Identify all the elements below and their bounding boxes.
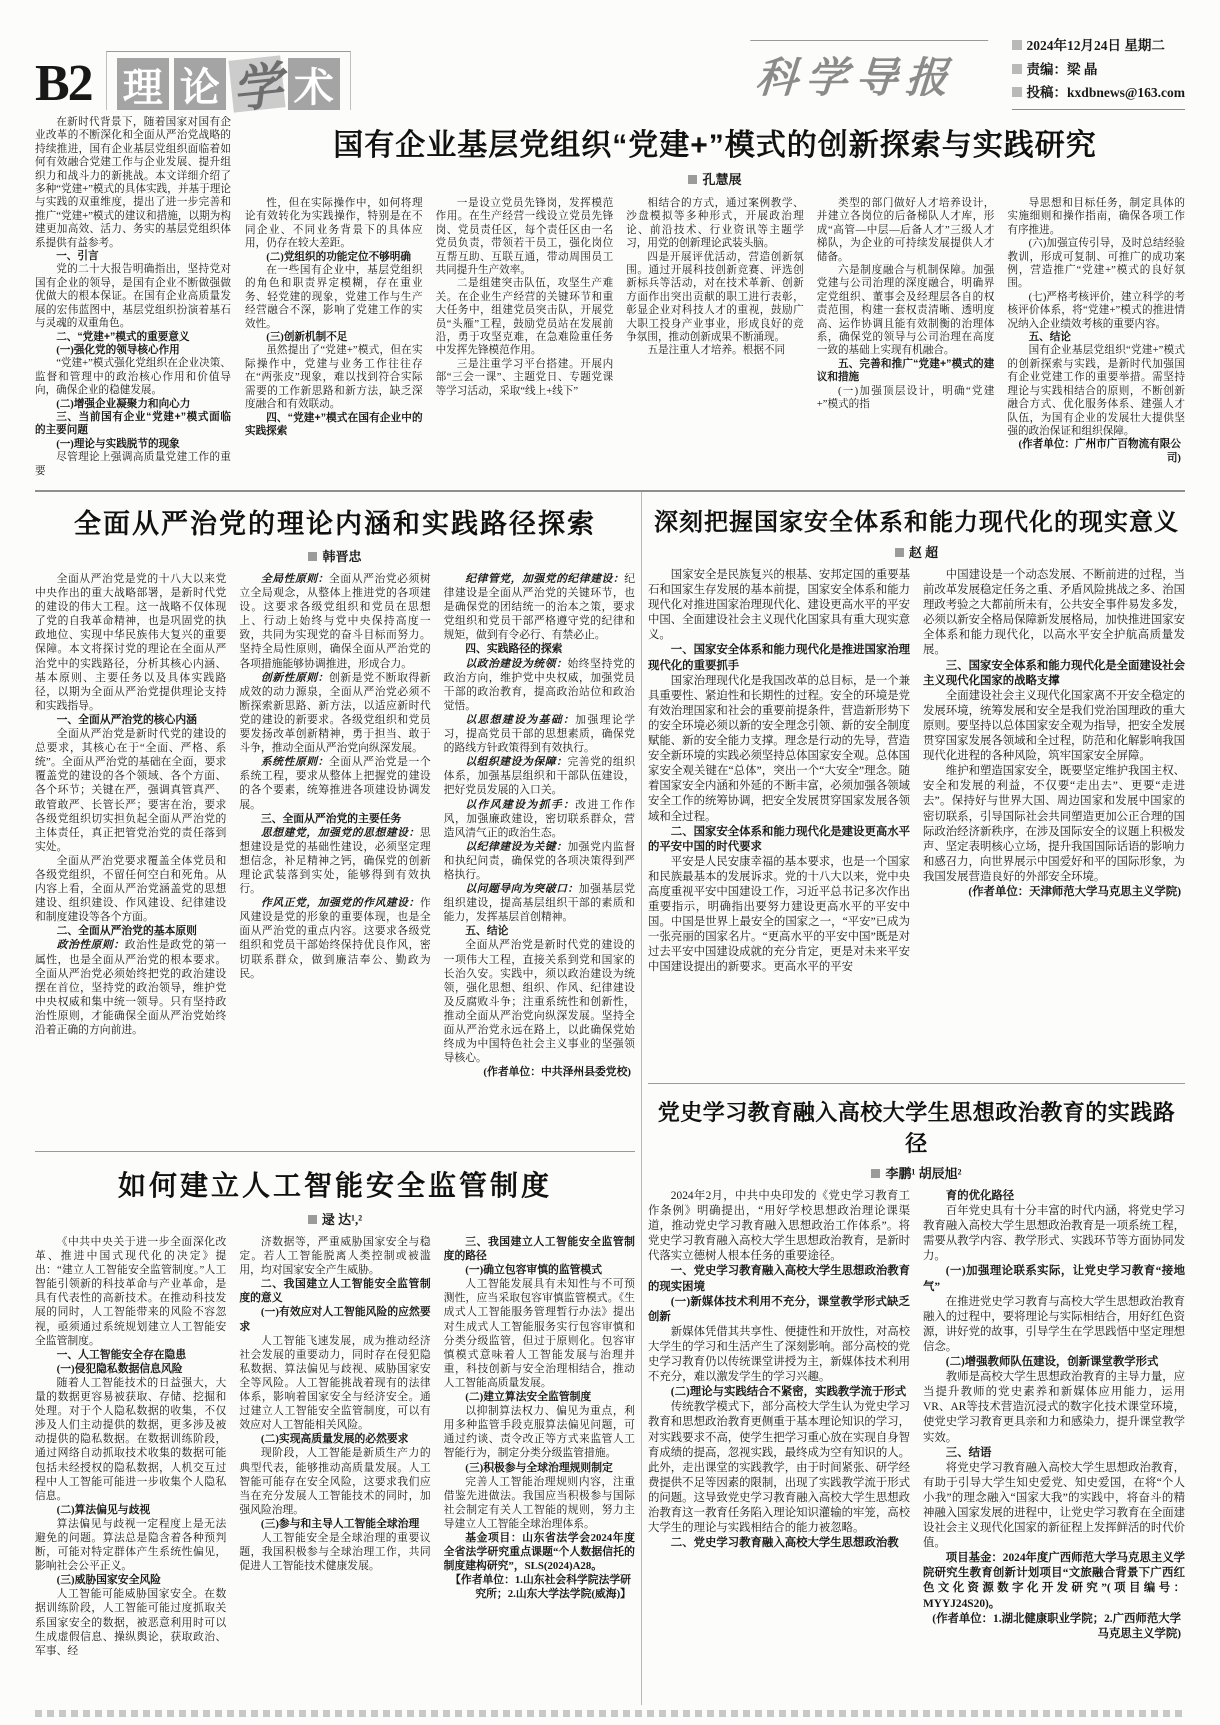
- paragraph-body: 人工智能飞速发展，成为推动经济社会发展的重要动力，同时存在侵犯隐私数据、算法偏见与歧视、威胁国家安全等风险。人工智能挑战着现有的法律体系，影响着国家安全与经济安全。通过建立人工智能安全监管制度，可以有效应对人工智能相关风险。: [239, 1334, 431, 1432]
- text-column: [436, 197, 614, 490]
- paragraph-body: (一)加强顶层设计，明确“党建+”模式的指: [816, 385, 995, 411]
- paragraph-credit: (作者单位：1.湖北健康职业学院；2.广西师范大学马克思主义学院): [932, 1612, 1181, 1640]
- paragraph-credit: (作者单位：天津师范大学马克思主义学院): [968, 885, 1181, 898]
- paragraph-sub: (一)新媒体技术利用不充分，课堂教学形式缺乏创新: [648, 1295, 910, 1323]
- paragraph-credit: (作者单位：中共泽州县委党校): [483, 1066, 631, 1079]
- paragraph-sub: (二)增强教师队伍建设，创新课堂教学形式: [945, 1356, 1159, 1369]
- paragraph-sub: (一)理论与实践脱节的现象: [56, 438, 180, 450]
- paragraph-body: 完善人工智能治理规则内容，注重借鉴先进做法。我国应当积极参与国际社会制定有关人工智能的规则，努力主导建立人工智能全球治理体系。: [443, 1475, 635, 1530]
- article-guojia-anquan: [648, 492, 1185, 1084]
- article-4-byline: [35, 1209, 635, 1228]
- paragraph-sub: (二)算法偏见与歧视: [56, 1503, 151, 1516]
- paragraph-sub: (一)强化党的领导核心作用: [56, 344, 180, 356]
- paragraph-head: 四、“党建+”模式在国有企业中的实践探索: [245, 411, 423, 437]
- author-name: 韩晋忠: [322, 549, 362, 564]
- right-half: [648, 492, 1185, 1705]
- paragraph-head: 三、结语: [945, 1446, 992, 1459]
- article-3-headline: 深刻把握国家安全体系和能力现代化的现实意义: [654, 510, 1179, 536]
- paragraph-body: 现阶段，人工智能是新质生产力的典型代表，能够推动高质量发展。人工智能可能存在安全风险，这要求我们应当在充分发展人工智能技术的同时，加强风险治理。: [239, 1447, 431, 1516]
- byline-square-icon: [895, 548, 904, 557]
- paragraph-lead: 以问题导向为突破口：加强基层党组织建设，提高基层组织干部的素质和能力，发挥基层首创精神。: [443, 883, 635, 924]
- article-2-headline: 全面从严治党的理论内涵和实践路径探索: [74, 509, 596, 539]
- paragraph-body: 全面从严治党是新时代党的建设的总要求，其核心在于“全面、严格、系统”。全面从严治党的基础在全面，要求覆盖党的建设的各个领域、各个方面、各个环节；关键在严，强调真管真严、敢管敢严、长管长严；要害在治，要求各级党组织切实担负起全面从严治党的主体责任，真正把管党治党的责任落到实处。: [35, 728, 227, 853]
- paragraph-body: 国家治理现代化是我国改革的总目标，是一个兼具重要性、紧迫性和长期性的过程。安全的环境是党有效治理国家和社会的重要前提条件，营造新形势下的安全环境必须以新的安全理念引领、新的安全制度赋能、新的安全能力支撑。理念是行动的先导，营造安全新环境的实践必须坚持总体国家安全观。总体国家安全观关键在“总体”，突出一个“大安全”理念。随着国家安全内涵和外延的不断丰富，必须加强各领域安全工作的统筹协调，把安全发展贯穿国家发展各领域和全过程。: [648, 674, 910, 823]
- paragraph-lead: 以政治建设为统领：始终坚持党的政治方向，维护党中央权威，加强党员干部的政治教育，提高政治站位和政治觉悟。: [443, 657, 635, 712]
- text-column: [1007, 197, 1185, 490]
- paragraph-lead: 政治性原则：政治性是政党的第一属性，也是全面从严治党的根本要求。全面从严治党必须始终把党的政治建设摆在首位，坚持党的政治领导，维护党中央权威和集中统一领导。只有坚持政治性原则，才能确保全面从严治党始终沿着正确的方向前进。: [35, 939, 227, 1036]
- paragraph-fund: 项目基金：2024年度广西师范大学马克思主义学院研究生教育创新计划项目“文旅融合背景下广西红色文化资源数字化开发研究”(项目编号：MYYJ24S20)。: [923, 1552, 1185, 1610]
- paragraph-lead: 创新性原则：创新是党不断取得新成效的动力源泉，全面从严治党必须不断探索新思路、新方法，以适应新时代党的建设的新要求。各级党组织和党员要发扬改革创新精神，勇于担当、敢于斗争，推动全面从严治党向纵深发展。: [239, 671, 431, 755]
- paragraph-body: 类型的部门做好人才培养设计，并建立各岗位的后备梯队人才库，形成“高管—中层—后备人才”三级人才梯队，为企业的可持续发展提供人才储备。: [816, 198, 995, 263]
- paragraph-body: 国有企业基层党组织“党建+”模式的创新探索与实践，是新时代加强国有企业党建工作的重要举措。需坚持理论与实践相结合的原则，不断创新融合方式、优化服务体系、建强人才队伍，为国有企业的发展壮大提供坚强的政治保证和组织保障。: [1007, 345, 1185, 437]
- article-3-byline: [648, 542, 1185, 561]
- paper-name: 科学导报: [745, 40, 988, 105]
- masthead-right: [748, 34, 1185, 110]
- logo-char-xue: 学: [228, 55, 285, 112]
- text-column: [817, 197, 995, 490]
- paragraph-body: 在推进党史学习教育与高校大学生思想政治教育融入的过程中，要将理论与实际相结合，用好红色资源，讲好党的故事，引导学生在学思践悟中坚定理想信念。: [923, 1295, 1185, 1353]
- paragraph-body: 尽管理论上强调高质量党建工作的重要: [35, 452, 231, 477]
- text-column: [35, 1235, 226, 1683]
- paragraph-body: 导思想和目标任务，制定具体的实施细则和操作指南，确保各项工作有序推进。: [1007, 198, 1185, 236]
- paragraph-head: 一、国家安全体系和能力现代化是推进国家治理现代化的重要抓手: [648, 644, 910, 672]
- paragraph-sub: (二)实现高质量发展的必然要求: [260, 1433, 409, 1446]
- paragraph-sub: (一)加强理论联系实际，让党史学习教育“接地气”: [923, 1265, 1185, 1293]
- article-1-lead-column: [35, 116, 231, 490]
- paragraph-body: 三是注重学习平台搭建。开展内部“三会一课”、主题党日、专题党课等学习活动，采取“线上+线下”: [435, 358, 614, 397]
- paragraph-body: 教师是高校大学生思想政治教育的主导力量，应当提升教师的党史素养和新媒体应用能力，运用VR、AR等技术营造沉浸式的数字化技术课堂环境，使党史学习教育更具亲和力和感染力，提升课堂教学实效。: [923, 1371, 1185, 1444]
- paragraph-body: 以抑制算法权力、偏见为重点，利用多种监管手段克服算法偏见问题，可通过约谈、责令改正等方式来监管人工智能行为，制定分类分级监管措施。: [443, 1405, 635, 1460]
- publish-date-line: 2024年12月24日 星期二: [1012, 34, 1185, 58]
- paragraph-lead: 以组织建设为保障：完善党的组织体系，加强基层组织和干部队伍建设，把好党员发展的入口关。: [443, 756, 635, 797]
- paragraph-sub: (一)侵犯隐私数据信息风险: [56, 1362, 183, 1375]
- paragraph-credit: (作者单位：广州市广百物流有限公司): [1018, 439, 1181, 464]
- paragraph-head: 二、全面从严治党的基本原则: [56, 925, 197, 938]
- paragraph-lead: 作风正党，加强党的作风建设：作风建设是党的形象的重要体现，也是全面从严治党的重点内容。这要求各级党组织和党员干部始终保持优良作风，密切联系群众，做到廉洁奉公、勤政为民。: [239, 897, 431, 980]
- paragraph-head: 三、当前国有企业“党建+”模式面临的主要问题: [35, 410, 231, 437]
- article-congyan-zhidang: [35, 492, 635, 1152]
- paragraph-body: 党的二十大报告明确指出，坚持党对国有企业的领导，是国有企业不断做强做优做大的根本保证。在国有企业高质量发展的宏伟蓝图中，基层党组织扮演着基石与灵魂的双重角色。: [35, 264, 231, 330]
- paragraph-head: 三、全面从严治党的主要任务: [260, 812, 402, 825]
- paragraph-head: 育的优化路径: [945, 1190, 1015, 1202]
- bullet-square-icon: [1012, 40, 1022, 50]
- text-column: [648, 568, 910, 1073]
- paragraph-body: 全面建设社会主义现代化国家离不开安全稳定的发展环境，统筹发展和安全是我们党治国理政的重大原则。要坚持以总体国家安全观为指导，把安全发展贯穿国家发展各领域和全过程，防范和化解影响我国现代化进程的各种风险，筑牢国家安全屏障。: [923, 689, 1185, 763]
- author-name: 逯 达¹,²: [321, 1212, 363, 1227]
- text-column: [239, 572, 430, 1147]
- paragraph-body: 四是开展评优活动，营造创新氛围。通过开展科技创新竞赛、评选创新标兵等活动，对在技术革新、创新方面作出突出贡献的职工进行表彰，彰显企业对科技人才的重视，鼓励广大职工投身产业事业，形成良好的竞争氛围，推动创新成果不断涌现。: [626, 251, 804, 344]
- paragraph-head: 一、引言: [56, 250, 99, 263]
- article-1-byline: [245, 169, 1185, 188]
- paragraph-head: 五、完善和推广“党建+”模式的建议和措施: [816, 357, 995, 384]
- paragraph-head: 五、结论: [465, 925, 509, 938]
- paragraph-lead: 纪律管党，加强党的纪律建设：纪律建设是全面从严治党的关键环节，也是确保党的团结统一的治本之策，要求党组织和党员干部严格遵守党的纪律和规矩，做到有令必行、有禁必止。: [443, 573, 635, 642]
- byline-square-icon: [871, 1169, 880, 1178]
- paragraph-credit: 【作者单位：1.山东社会科学院法学研究所；2.山东大学法学院(威海)】: [450, 1574, 631, 1601]
- email-line: 投稿：kxdbnews@163.com: [1012, 81, 1185, 105]
- left-half: [35, 492, 635, 1705]
- paragraph-body: 二是组建突击队伍，攻坚生产难关。在企业生产经营的关键环节和重大任务中，组建党员突击队，开展党员“头雁”工程，鼓励党员站在发展前沿，勇于攻坚克难，在急难险重任务中发挥先锋模范作用。: [435, 278, 614, 357]
- paragraph-body: 中国建设是一个动态发展、不断前进的过程，当前改革发展稳定任务之重、矛盾风险挑战之多、治国理政考验之大都前所未有，公共安全事件易发多发，必须以新安全格局保障新发展格局，加快推进国家安全体系和能力现代化，以高水平安全护航高质量发展。: [923, 569, 1185, 657]
- vertical-divider: [641, 492, 642, 1705]
- paragraph-lead: 系统性原则：全面从严治党是一个系统工程，要求从整体上把握党的建设的各个要素，统筹推进各项建设协调发展。: [239, 756, 431, 811]
- paragraph-head: 二、“党建+”模式的重要意义: [56, 330, 190, 343]
- article-ai-jianguan: [35, 1152, 635, 1705]
- paragraph-head: 五、结论: [1028, 331, 1071, 344]
- paragraph-fund: 基金项目：山东省法学会2024年度全省法学研究重点课题“个人数据信托的制度建构研究”，SLS(2024)A28。: [443, 1531, 635, 1573]
- paragraph-body: 济数据等，严重威胁国家安全与稳定。若人工智能脱离人类控制或被滥用，均对国家安全产生威胁。: [239, 1236, 431, 1277]
- text-column: [35, 116, 231, 490]
- paragraph-sub: (三)参与和主导人工智能全球治理: [260, 1517, 420, 1530]
- paragraph-body: (六)加强宣传引导，及时总结经验教训，形成可复制、可推广的成功案例，营造推广“党建+”模式的良好氛围。: [1007, 238, 1185, 290]
- paragraph-body: “党建+”模式强化党组织在企业决策、监督和管理中的政治核心作用和价值导向，确保企业的稳健发展。: [35, 358, 231, 397]
- article-1-headline: 国有企业基层党组织“党建+”模式的创新探索与实践研究: [333, 129, 1097, 162]
- paragraph-head: 四、实践路径的探索: [465, 643, 563, 656]
- byline-square-icon: [688, 175, 697, 184]
- publication-info: [1012, 34, 1185, 110]
- paragraph-body: 在一些国有企业中，基层党组织的角色和职责界定模糊，存在重业务、轻党建的现象，党建工作与生产经营融合不深，影响了党建工作的实效性。: [245, 265, 423, 330]
- paragraph-body: 百年党史具有十分丰富的时代内涵，将党史学习教育融入高校大学生思想政治教育是一项系统工程，需要从教学内容、教学形式、实践环节等方面协同发力。: [923, 1205, 1185, 1263]
- paragraph-body: 传统教学模式下，部分高校大学生认为党史学习教育和思想政治教育更侧重于基本理论知识的学习，对实践要求不高，使学生把学习重心放在实现自身智育成绩的提高，忽视实践，最终成为空有知识的人。此外，走出课堂的实践教学，由于时间紧张、研学经费提供不足等因素的限制，出现了实践教学流于形式的问题。这导致党史学习教育融入高校大学生思想政治教育这一教育任务陷入理论知识灌输的牢笼，高校大学生的理论与实践相结合的能力被忽略。: [648, 1401, 910, 1535]
- logo-char-shu: 术: [288, 58, 340, 110]
- paragraph-body: 全面从严治党要求覆盖全体党员和各级党组织，不留任何空白和死角。从内容上看，全面从严治党涵盖党的思想建设、组织建设、作风建设、纪律建设和制度建设等各个方面。: [35, 854, 227, 924]
- paragraph-head: 一、党史学习教育融入高校大学生思想政治教育的现实困境: [648, 1265, 910, 1293]
- paragraph-head: 二、我国建立人工智能安全监管制度的意义: [239, 1278, 431, 1305]
- article-5-headline: 党史学习教育融入高校大学生思想政治教育的实践路径: [657, 1100, 1176, 1156]
- article-dangshi-jiaoyu: [648, 1084, 1185, 1705]
- paragraph-sub: (三)创新机制不足: [266, 332, 348, 344]
- paragraph-sub: (三)威胁国家安全风险: [56, 1574, 161, 1587]
- paragraph-sub: (二)建立算法安全监管制度: [465, 1391, 592, 1404]
- lower-section: [35, 492, 1185, 1705]
- page-number-label: B2: [35, 55, 92, 112]
- paragraph-head: 二、国家安全体系和能力现代化是建设更高水平的平安中国的时代要求: [648, 825, 910, 853]
- author-name: 李鹏¹ 胡辰旭²: [885, 1166, 962, 1181]
- footer-decorative-strip: [35, 1710, 1185, 1717]
- paragraph-body: 随着人工智能技术的日益强大，大量的数据更容易被获取、存储、挖掘和处理。对于个人隐私数据的收集，不仅涉及人们主动提供的数据，更多涉及被动提供的隐私数据。在数据训练阶段，通过网络自动抓取技术收集的数据可能包括未经授权的隐私数据，人机交互过程中人工智能可能进一步收集个人隐私信息。: [35, 1376, 227, 1502]
- logo-char-li: 理: [117, 58, 169, 110]
- text-column: [239, 1235, 430, 1683]
- text-column: [35, 572, 226, 1147]
- editor-line: 责编：梁 晶: [1012, 58, 1185, 82]
- paragraph-body: 相结合的方式，通过案例教学、沙盘模拟等多种形式，开展政治理论、前沿技术、行业资讯等主题学习，用党的创新理论武装头脑。: [626, 198, 804, 250]
- text-column: [648, 1189, 910, 1704]
- byline-square-icon: [308, 1215, 317, 1224]
- paragraph-body: 维护和塑造国家安全，既要坚定维护我国主权、安全和发展的利益，不仅要“走出去”、更要“走进去”。保持好与世界大国、周边国家和发展中国家的密切联系，引导国际社会共同塑造更加公正合理的国际政治经济新秩序，在涉及国际安全的议题上积极发声、坚定表明核心立场，提升我国国际话语的影响力和感召力，向世界展示中国爱好和平的国际形象，为我国发展营造良好的外部安全环境。: [923, 765, 1185, 883]
- paragraph-lead: 思想建党，加强党的思想建设：思想建设是党的基础性建设，必须坚定理想信念，补足精神之钙，确保党的创新理论武装落到实处，能够得到有效执行。: [239, 826, 431, 896]
- paragraph-lead: 以思想建设为基础：加强理论学习，提高党员干部的思想素质，确保党的路线方针政策得到有效执行。: [443, 713, 635, 755]
- paragraph-sub: (三)积极参与全球治理规则制定: [465, 1461, 613, 1474]
- text-column: [444, 1235, 635, 1683]
- paragraph-lead: 以作风建设为抓手：改进工作作风，加强廉政建设，密切联系群众，营造风清气正的政治生态。: [443, 798, 635, 839]
- paragraph-sub: (二)党组织的功能定位不够明确: [266, 251, 411, 263]
- text-column: [923, 568, 1185, 1073]
- paragraph-sub: (二)理论与实践结合不紧密，实践教学流于形式: [670, 1386, 907, 1399]
- paragraph-body: 2024年2月，中共中央印发的《党史学习教育工作条例》明确提出，“用好学校思想政治理论课渠道，推动党史学习教育融入思想政治工作体系”。将党史学习教育融入高校大学生思想政治教育，是新时代落实立德树人根本任务的重要途径。: [648, 1190, 910, 1263]
- paragraph-head: 二、党史学习教育融入高校大学生思想政治教: [670, 1537, 899, 1550]
- byline-square-icon: [308, 552, 317, 561]
- paragraph-head: 一、人工智能安全存在隐患: [56, 1348, 187, 1361]
- paragraph-body: 性，但在实际操作中，如何将理论有效转化为实践操作，特别是在不同企业、不同业务背景下的具体应用，仍存在较大差距。: [245, 198, 423, 250]
- paragraph-body: 《中共中央关于进一步全面深化改革、推进中国式现代化的决定》提出：“建立人工智能安全监管制度。”人工智能引领新的科技革命与产业革命，是具有代表性的高新技术。在推动科技发展的同时，人工智能带来的风险不容忽视，亟须通过系统规划建立人工智能安全监管制度。: [35, 1236, 227, 1347]
- text-column: [923, 1189, 1185, 1704]
- paragraph-body: 在新时代背景下，随着国家对国有企业改革的不断深化和全面从严治党战略的持续推进，国有企业基层党组织面临着如何有效融合党建工作与企业发展、提升组织力和战斗力的新挑战。本文详细介绍了多种“党建+”模式的具体实践，并基于理论与实践的双重维度，提出了进一步完善和推广“党建+”模式的建议和措施，以期为构建更加高效、活力、务实的基层党组织体系提供有益参考。: [35, 117, 231, 249]
- text-column: [626, 197, 804, 490]
- author-name: 赵 超: [908, 545, 939, 560]
- article-4-headline: 如何建立人工智能安全监管制度: [117, 1170, 552, 1201]
- text-column: [444, 572, 635, 1147]
- paragraph-body: (七)严格考核评价，建立科学的考核评价体系，将“党建+”模式的推进情况纳入企业绩效考核的重要内容。: [1007, 291, 1185, 330]
- paragraph-body: 平安是人民安康幸福的基本要求，也是一个国家和民族最基本的发展诉求。党的十八大以来，党中央高度重视平安中国建设工作，习近平总书记多次作出重要指示，明确指出要努力建设更高水平的平安中国。中国是世界上最安全的国家之一，“平安”已成为一张亮丽的国家名片。“更高水平的平安中国”既是对过去平安中国建设成就的充分肯定，更是对未来平安中国建设提出的新要求。更高水平的平安: [648, 855, 910, 974]
- article-5-byline: [648, 1163, 1185, 1182]
- paragraph-body: 将党史学习教育融入高校大学生思想政治教育，有助于引导大学生知史爱党、知史爱国，在将“个人小我”的理念融入“国家大我”的实践中，将奋斗的精神融入国家发展的进程中，让党史学习教育在全面建设社会主义现代化国家的新征程上发挥鲜活的时代价值。: [923, 1461, 1185, 1550]
- paragraph-lead: 以纪律建设为关键：加强党内监督和执纪问责，确保党的各项决策得到严格执行。: [443, 840, 635, 881]
- paragraph-body: 六是制度融合与机制保障。加强党建与公司治理的深度融合，明确界定党组织、董事会及经理层各自的权责范围，构建一套权责清晰、透明度高、运作协调且能有效制衡的治理体系，确保党的领导与公司治理在高度一致的基础上实现有机融合。: [816, 265, 995, 357]
- paragraph-head: 三、国家安全体系和能力现代化是全面建设社会主义现代化国家的战略支撑: [923, 659, 1185, 687]
- paragraph-head: 一、全面从严治党的核心内涵: [56, 713, 197, 726]
- paragraph-body: 五是注重人才培养。根据不同: [647, 345, 786, 357]
- logo-char-lun: 论: [174, 58, 226, 110]
- bullet-square-icon: [1012, 87, 1022, 97]
- paragraph-body: 人工智能可能威胁国家安全。在数据训练阶段，人工智能可能过度抓取关系国家安全的数据，被恶意利用时可以生成虚假信息、操纵舆论，获取政治、军事、经: [35, 1588, 227, 1657]
- paragraph-body: 全面从严治党是新时代党的建设的一项伟大工程，直接关系到党和国家的长治久安。实践中，须以政治建设为统领，强化思想、组织、作风、纪律建设及反腐败斗争；注重系统性和创新性，推动全面从严治党向纵深发展。坚持全面从严治党永远在路上，以此确保党始终成为中国特色社会主义事业的坚强领导核心。: [443, 939, 635, 1065]
- article-1-main: [245, 116, 1185, 490]
- paragraph-body: 人工智能发展具有未知性与不可预测性，应当采取包容审慎监管模式。《生成式人工智能服务管理暂行办法》提出对生成式人工智能服务实行包容审慎和分类分级监管，但过于原则化。包容审慎模式意味着人工智能发展与治理并重，科技创新与安全治理相结合，推动人工智能高质量发展。: [443, 1278, 635, 1389]
- section-logo: [106, 51, 351, 119]
- paragraph-body: 人工智能安全是全球治理的重要议题，我国积极参与全球治理工作，共同促进人工智能技术健康发展。: [239, 1531, 431, 1573]
- paragraph-sub: (二)增强企业凝聚力和向心力: [56, 398, 191, 410]
- paragraph-body: 国家安全是民族复兴的根基、安邦定国的重要基石和国家生存发展的基本前提，国家安全体系和能力现代化对推进国家治理现代化、建设更高水平的平安中国、全面建设社会主义现代化国家具有重大现实意义。: [648, 569, 910, 642]
- article-guoyou-dangjian: [35, 110, 1185, 492]
- paragraph-lead: 全局性原则：全面从严治党必须树立全局观念，从整体上推进党的各项建设。这要求各级党组织和党员在思想上、行动上始终与党中央保持高度一致，共同为实现党的奋斗目标而努力。坚持全局性原则，确保全面从严治党的各项措施能够协调推进，形成合力。: [239, 573, 431, 670]
- bullet-square-icon: [1012, 64, 1022, 74]
- author-name: 孔慧展: [702, 172, 742, 187]
- paragraph-body: 全面从严治党是党的十八大以来党中央作出的重大战略部署，是新时代党的建设的伟大工程。这一战略不仅体现了党的自我革命精神，也是巩固党的执政地位、实现中华民族伟大复兴的重要保障。本文将探讨党的理论在全面从严治党中的实践路径，分析其核心内涵、基本原则、主要任务以及具体实践路径，以期为全面从严治党提供理论支持和实践指导。: [35, 573, 227, 712]
- page-header: [35, 26, 1185, 119]
- paragraph-body: 算法偏见与歧视一定程度上是无法避免的问题。算法总是隐含着各种预判断，可能对特定群体产生系统性偏见，影响社会公平正义。: [35, 1517, 227, 1573]
- paragraph-body: 新媒体凭借其共享性、便捷性和开放性，对高校大学生的学习和生活产生了深刻影响。部分高校的党史学习教育仍以传统课堂讲授为主，新媒体技术利用不充分，难以激发学生的学习兴趣。: [648, 1325, 910, 1384]
- text-column: [245, 197, 423, 490]
- paragraph-body: 一是设立党员先锋岗，发挥模范作用。在生产经营一线设立党员先锋岗、党员责任区，每个责任区由一名党员负责，带领若干员工，强化岗位互帮互助、互联互通，带动周围员工共同提升生产效率。: [435, 198, 614, 277]
- paragraph-head: 三、我国建立人工智能安全监管制度的路径: [443, 1236, 635, 1263]
- paragraph-body: 虽然提出了“党建+”模式，但在实际操作中，党建与业务工作往往存在“两张皮”现象，难以找到符合实际需要的工作新思路和新方法，缺乏深度融合和有效联动。: [245, 345, 423, 411]
- paragraph-sub: (一)有效应对人工智能风险的应然要求: [239, 1306, 431, 1333]
- article-2-byline: [35, 546, 635, 565]
- paragraph-sub: (一)确立包容审慎的监管模式: [465, 1264, 603, 1277]
